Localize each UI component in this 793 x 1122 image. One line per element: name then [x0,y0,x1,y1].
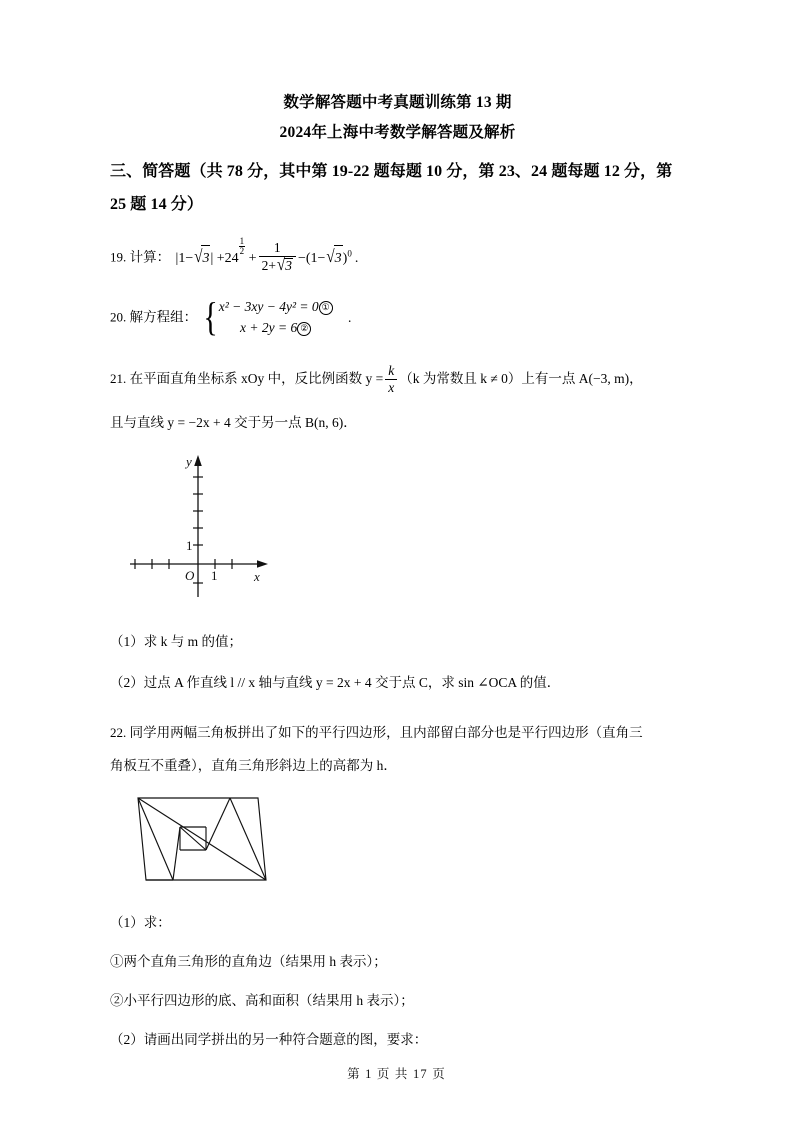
radical-sign-icon: √ [326,247,335,267]
question-20-label: 解方程组： [129,309,198,325]
question-21-number: 21. [110,371,127,387]
main-diagonal [138,798,266,880]
footer-suffix: 页 [432,1067,446,1081]
question-20-number: 20. [110,309,127,325]
question-22 [110,718,685,1053]
plus-1: + [216,250,225,266]
fn-numerator: k [385,364,397,380]
section-heading: 三、简答题（共 78 分，其中第 19-22 题每题 10 分，第 23、24 题每题 12 分，第 25 题 14 分） [110,163,673,213]
footer-middle: 页 共 [376,1067,409,1081]
question-22-sub-1a: ①两个直角三角形的直角边（结果用 h 表示）； [110,953,387,969]
period: . [354,250,359,266]
question-22-sub-1: （1）求： [110,914,171,930]
footer-prefix: 第 [347,1067,361,1081]
coordinate-axes-figure [130,447,280,607]
page-footer [0,1064,793,1082]
sqrt-3-c [325,245,342,272]
fraction-one-over-two-plus-sqrt3 [259,241,296,275]
document-title-line-2: 2024年上海中考数学解答题及解析 [279,124,516,141]
exponent-one-half [239,237,246,256]
inner-connector [173,827,180,880]
x-axis-label: x [254,568,260,584]
exponent-numerator: 1 [239,236,245,246]
question-22-figure [118,794,685,896]
equation-2-text: x + 2y = 6 [240,320,298,336]
minus-2: − [297,250,306,266]
question-22-sub-1b: ②小平行四边形的底、高和面积（结果用 h 表示）； [110,992,414,1008]
denominator-2: 2 [261,258,269,274]
question-22-sub-2: （2）请画出同学拼出的另一种符合题意的图，要求： [110,1031,428,1047]
question-20-period: . [347,309,352,325]
question-21 [110,364,685,696]
right-triangle-edge-right [230,798,266,880]
exponent-denominator: 2 [239,246,245,256]
operand-one-b: 1 [310,250,318,266]
radicand-3: 3 [201,245,210,272]
equation-1-text: x² − 3xy − 4y² = 0 [218,299,319,315]
left-brace-icon: { [202,294,218,340]
question-22-line-1 [110,718,685,747]
exponent-zero: 0 [347,248,352,258]
footer-page-number: 1 [365,1067,373,1081]
question-21-sub-2: （2）过点 A 作直线 l // x 轴与直线 y = 2x + 4 交于点 C，求 sin ∠OCA 的值． [110,674,561,690]
footer-total-pages: 17 [412,1067,428,1081]
abs-close: | [210,250,214,266]
question-21-figure [130,447,685,617]
minus-3: − [317,250,326,266]
equation-2 [219,317,333,338]
question-22-number: 22. [110,724,127,740]
question-19-label: 计算： [129,249,171,265]
question-21-text-after: （k 为常数且 k ≠ 0）上有一点 A(−3, m)， [399,371,643,387]
left-triangle-edge [138,798,173,880]
question-20 [110,294,685,340]
paren-open: ( [305,250,311,266]
question-19-expression [175,236,359,275]
x-axis-arrow-icon [257,560,268,568]
equation-list [219,296,333,338]
question-21-text-before: 在平面直角坐标系 xOy 中，反比例函数 y = [129,371,384,387]
sqrt-3-b [276,258,293,275]
y-axis-tick-label: 1 [186,537,193,553]
document-title-line-1: 数学解答题中考真题训练第 13 期 [283,94,512,111]
equation-1-tag: ① [319,301,333,315]
radical-sign-icon: √ [276,256,286,275]
y-axis-label: y [186,453,192,469]
operand-24: 24 [224,250,239,266]
equation-2-tag: ② [297,322,311,336]
radicand-3: 3 [334,245,343,272]
denominator-plus: + [268,258,276,274]
abs-open: | [175,250,179,266]
fraction-numerator: 1 [259,241,296,257]
parallelogram-tangram-figure [118,794,278,886]
page-content [110,88,685,1053]
question-21-line-1 [110,364,685,396]
fraction-denominator [259,257,296,275]
fn-denominator: x [388,380,395,396]
question-22-text-1: 同学用两幅三角板拼出了如下的平行四边形，且内部留白部分也是平行四边形（直角三 [129,724,643,740]
paren-close: ) [342,250,348,266]
origin-label: O [185,567,195,583]
question-21-line-2: 且与直线 y = −2x + 4 交于另一点 B(n, 6)． [110,414,357,430]
minus-1: − [185,250,194,266]
right-triangle-edge-left [206,798,230,850]
fraction-k-over-x [385,364,397,395]
question-21-sub-1: （1）求 k 与 m 的值； [110,633,243,649]
radical-sign-icon: √ [194,247,203,267]
question-20-system [201,296,333,339]
sqrt-3-a [193,245,210,272]
operand-one: 1 [178,250,186,266]
tangram-lines [138,798,266,880]
plus-2: + [248,250,257,266]
equation-1 [219,296,333,317]
question-19 [110,236,685,275]
question-22-line-2: 角板互不重叠），直角三角形斜边上的高都为 h． [110,757,397,773]
x-axis-tick-label: 1 [211,567,218,583]
radicand-3: 3 [285,258,292,274]
question-19-number: 19. [110,249,127,265]
y-axis-arrow-icon [194,455,202,466]
